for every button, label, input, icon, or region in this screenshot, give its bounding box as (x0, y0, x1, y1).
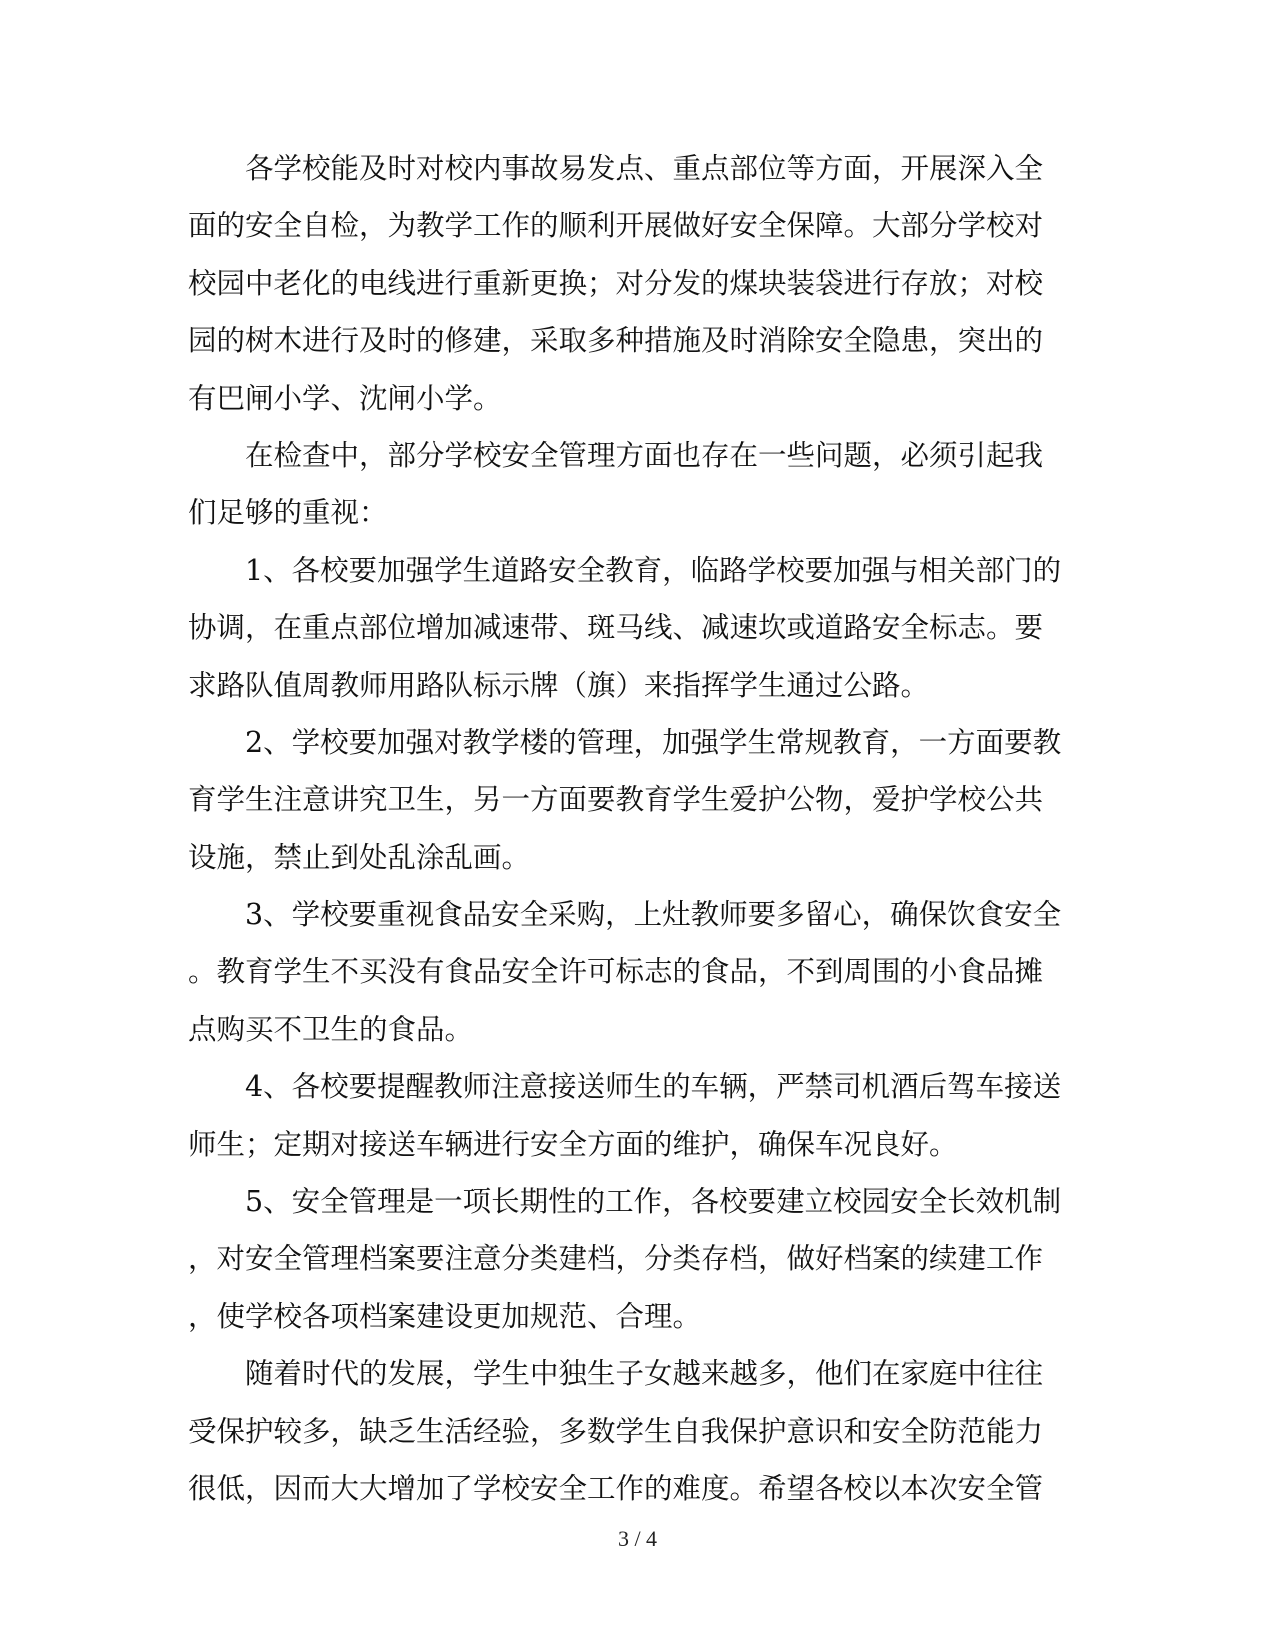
text-line: 5、安全管理是一项长期性的工作，各校要建立校园安全长效机制 (188, 1185, 1062, 1219)
text-line: 面的安全自检，为教学工作的顺利开展做好安全保障。大部分学校对 (188, 209, 1044, 243)
text-line: 协调，在重点部位增加减速带、斑马线、减速坎或道路安全标志。要 (188, 611, 1044, 645)
text-line: 受保护较多，缺乏生活经验，多数学生自我保护意识和安全防范能力 (188, 1414, 1044, 1448)
text-line: 各学校能及时对校内事故易发点、重点部位等方面，开展深入全 (188, 152, 1044, 185)
text-line: 园的树木进行及时的修建，采取多种措施及时消除安全隐患，突出的 (188, 324, 1044, 358)
text-line: 。教育学生不买没有食品安全许可标志的食品，不到周围的小食品摊 (188, 955, 1044, 989)
text-line: 设施，禁止到处乱涂乱画。 (188, 840, 531, 874)
text-line: ，对安全管理档案要注意分类建档，分类存档，做好档案的续建工作 (188, 1242, 1044, 1276)
text-line: 点购买不卫生的食品。 (188, 1012, 474, 1046)
text-line: 育学生注意讲究卫生，另一方面要教育学生爱护公物，爱护学校公共 (188, 783, 1044, 817)
document-body (188, 140, 1088, 1517)
text-line: 2、学校要加强对教学楼的管理，加强学生常规教育，一方面要教 (188, 725, 1062, 759)
text-line: 有巴闸小学、沈闸小学。 (188, 381, 502, 415)
text-line: 求路队值周教师用路队标示牌（旗）来指挥学生通过公路。 (188, 668, 930, 702)
text-line: 在检查中，部分学校安全管理方面也存在一些问题，必须引起我 (188, 438, 1044, 472)
text-line: 很低，因而大大增加了学校安全工作的难度。希望各校以本次安全管 (188, 1471, 1044, 1505)
text-line: ，使学校各项档案建设更加规范、合理。 (188, 1299, 702, 1333)
text-line: 师生；定期对接送车辆进行安全方面的维护，确保车况良好。 (188, 1127, 958, 1161)
text-line: 校园中老化的电线进行重新更换；对分发的煤块装袋进行存放；对校 (188, 266, 1044, 300)
text-line: 们足够的重视： (188, 496, 388, 530)
text-line: 4、各校要提醒教师注意接送师生的车辆，严禁司机酒后驾车接送 (188, 1070, 1062, 1104)
text-line: 3、学校要重视食品安全采购，上灶教师要多留心，确保饮食安全 (188, 898, 1062, 932)
text-line: 1、各校要加强学生道路安全教育，临路学校要加强与相关部门的 (188, 553, 1062, 587)
page-number: 3 / 4 (617, 1526, 658, 1551)
text-line: 随着时代的发展，学生中独生子女越来越多，他们在家庭中往往 (188, 1357, 1044, 1391)
